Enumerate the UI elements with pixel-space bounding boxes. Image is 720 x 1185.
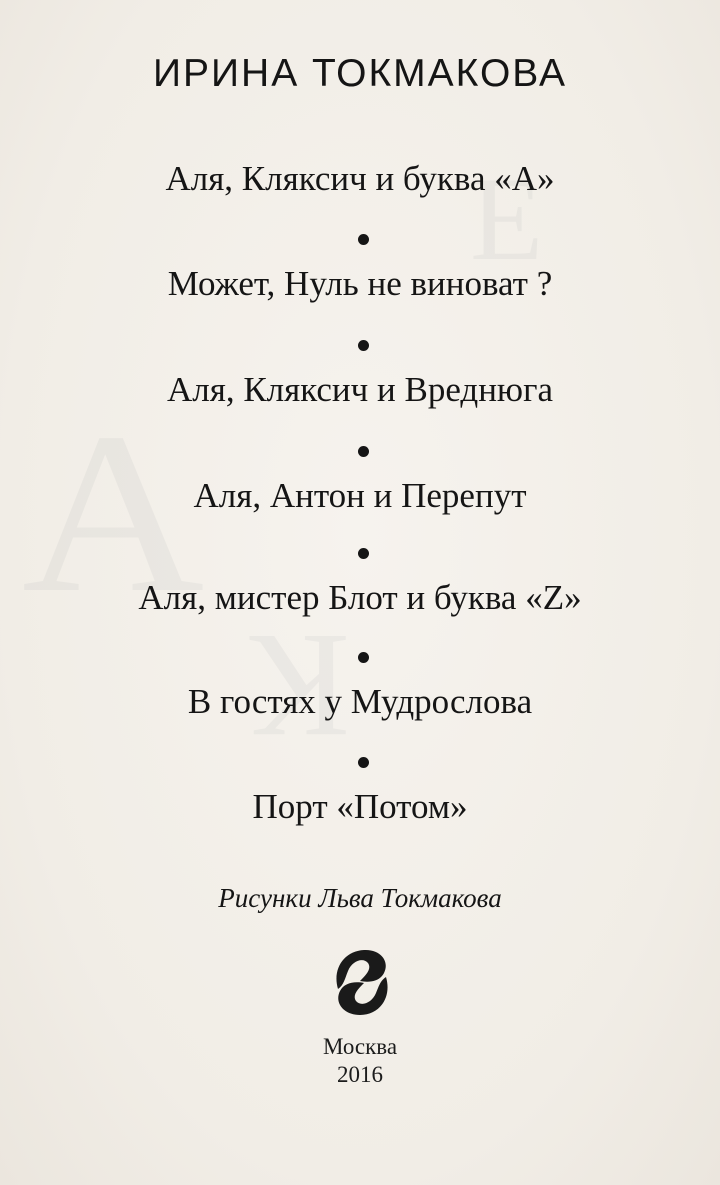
show-through-letter: А (21, 385, 205, 640)
separator-dot (358, 548, 369, 559)
title-2: Может, Нуль не виноват ? (167, 264, 553, 303)
author-name: ИРИНА ТОКМАКОВА (152, 52, 568, 95)
illustrator-credit: Рисунки Льва Токмакова (218, 883, 502, 913)
eksmo-logo-icon (330, 945, 394, 1019)
separator-dot (358, 652, 369, 663)
title-6: В гостях у Мудрослова (187, 682, 533, 721)
separator-dot (358, 234, 369, 245)
separator-dot (358, 446, 369, 457)
publication-year: 2016 (337, 1062, 383, 1087)
title-3: Аля, Кляксич и Вреднюга (167, 370, 553, 409)
show-through-letter: К (250, 603, 351, 769)
title-5: Аля, мистер Блот и буква «Z» (138, 578, 582, 617)
separator-dot (358, 757, 369, 768)
title-1: Аля, Кляксич и буква «А» (165, 159, 555, 198)
show-through-letter: Е (470, 152, 544, 285)
publisher-city: Москва (322, 1034, 398, 1059)
title-4: Аля, Антон и Перепут (193, 476, 527, 515)
separator-dot (358, 340, 369, 351)
title-7: Порт «Потом» (252, 787, 468, 826)
